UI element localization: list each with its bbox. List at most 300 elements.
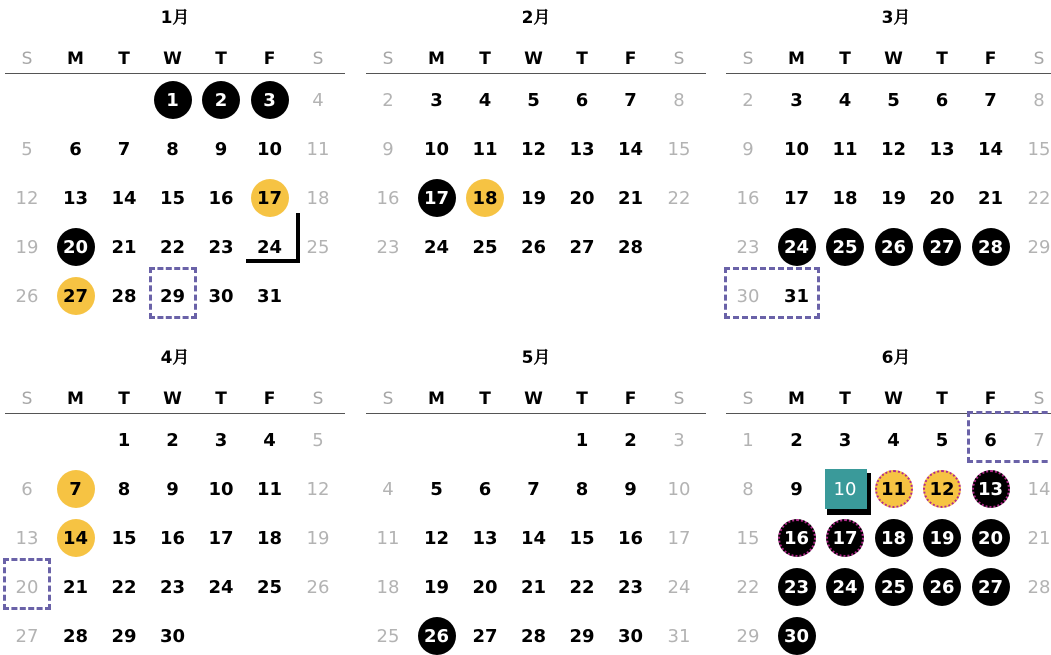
day-number: 22: [668, 188, 691, 209]
day-number: 27: [472, 626, 497, 647]
weekday-header-row: [726, 44, 1051, 74]
day-number: 31: [668, 626, 691, 647]
calendar-day[interactable]: [201, 82, 241, 118]
calendar-day[interactable]: [56, 278, 96, 314]
calendar-day[interactable]: [153, 618, 193, 654]
calendar-day[interactable]: [659, 131, 699, 167]
calendar-day[interactable]: [874, 180, 914, 216]
calendar-day[interactable]: [104, 520, 144, 556]
calendar-day[interactable]: [250, 569, 290, 605]
header-divider: [5, 413, 345, 414]
calendar-day[interactable]: [659, 520, 699, 556]
calendar-day[interactable]: [728, 229, 768, 265]
calendar-day[interactable]: [298, 229, 338, 265]
calendar-day[interactable]: [368, 131, 408, 167]
day-number: 3: [673, 430, 684, 451]
day-number: 16: [737, 188, 760, 209]
calendar-day[interactable]: [368, 229, 408, 265]
day-number: 8: [118, 479, 131, 500]
day-number: 14: [618, 139, 643, 160]
calendar-day[interactable]: [825, 471, 865, 507]
day-number: 13: [978, 479, 1003, 500]
calendar-day[interactable]: [368, 569, 408, 605]
day-number: 18: [472, 188, 497, 209]
day-number: 24: [257, 237, 282, 258]
weekday-header: T: [922, 384, 962, 414]
calendar-day[interactable]: [104, 180, 144, 216]
calendar-day[interactable]: [1019, 131, 1051, 167]
month-title: 4月: [5, 346, 345, 370]
weekday-header: T: [104, 384, 144, 414]
day-number: 1: [166, 90, 179, 111]
calendar-day[interactable]: [417, 131, 457, 167]
day-number: 22: [111, 577, 136, 598]
calendar-day[interactable]: [874, 569, 914, 605]
weekday-header: W: [514, 44, 554, 74]
day-number: 28: [111, 286, 136, 307]
calendar-day[interactable]: [659, 471, 699, 507]
calendar-day[interactable]: [659, 180, 699, 216]
day-number: 7: [527, 479, 540, 500]
calendar-day[interactable]: [562, 180, 602, 216]
calendar-day[interactable]: [298, 520, 338, 556]
day-number: 21: [618, 188, 643, 209]
calendar-day[interactable]: [922, 82, 962, 118]
weekday-header: T: [465, 44, 505, 74]
day-number: 16: [784, 528, 809, 549]
day-number: 27: [978, 577, 1003, 598]
calendar-day[interactable]: [611, 471, 651, 507]
calendar-day[interactable]: [56, 618, 96, 654]
weekday-header: T: [562, 44, 602, 74]
calendar-day[interactable]: [562, 422, 602, 458]
calendar-day[interactable]: [1019, 569, 1051, 605]
calendar-day[interactable]: [7, 520, 47, 556]
day-number: 22: [737, 577, 760, 598]
calendar-day[interactable]: [201, 471, 241, 507]
calendar-day[interactable]: [368, 471, 408, 507]
weekday-header: F: [971, 384, 1011, 414]
day-number: 23: [377, 237, 400, 258]
dashed-selection-outline: [149, 267, 197, 319]
weekday-header-row: [5, 384, 345, 414]
calendar-day[interactable]: [728, 131, 768, 167]
day-number: 27: [16, 626, 39, 647]
calendar-day[interactable]: [56, 131, 96, 167]
header-divider: [366, 73, 706, 74]
calendar-day[interactable]: [417, 618, 457, 654]
calendar-day[interactable]: [777, 471, 817, 507]
calendar-day[interactable]: [611, 131, 651, 167]
weekday-header: W: [874, 384, 914, 414]
calendar-day[interactable]: [56, 471, 96, 507]
calendar-day[interactable]: [874, 229, 914, 265]
day-number: 8: [166, 139, 179, 160]
calendar-day[interactable]: [611, 569, 651, 605]
day-number: 20: [472, 577, 497, 598]
calendar-day[interactable]: [825, 82, 865, 118]
calendar-day[interactable]: [104, 471, 144, 507]
day-number: 18: [257, 528, 282, 549]
day-number: 10: [208, 479, 233, 500]
weekday-header: M: [777, 44, 817, 74]
calendar-day[interactable]: [825, 422, 865, 458]
day-number: 30: [784, 626, 809, 647]
calendar-day[interactable]: [104, 131, 144, 167]
calendar-day[interactable]: [874, 131, 914, 167]
day-number: 26: [424, 626, 449, 647]
weekday-header: S: [728, 44, 768, 74]
calendar-day[interactable]: [201, 569, 241, 605]
day-number: 4: [839, 90, 852, 111]
day-number: 2: [215, 90, 228, 111]
calendar-day[interactable]: [777, 229, 817, 265]
day-number: 29: [737, 626, 760, 647]
weekday-header-row: [726, 384, 1051, 414]
day-number: 4: [887, 430, 900, 451]
weekday-header: S: [728, 384, 768, 414]
dashed-selection-outline: [724, 267, 820, 319]
calendar-day[interactable]: [56, 180, 96, 216]
calendar-day[interactable]: [728, 618, 768, 654]
weekday-header: S: [659, 44, 699, 74]
calendar-day[interactable]: [104, 422, 144, 458]
calendar-day[interactable]: [874, 82, 914, 118]
calendar-day[interactable]: [201, 229, 241, 265]
calendar-day[interactable]: [728, 180, 768, 216]
day-number: 9: [742, 139, 753, 160]
calendar-day[interactable]: [874, 422, 914, 458]
calendar-day[interactable]: [514, 520, 554, 556]
calendar-day[interactable]: [922, 229, 962, 265]
day-number: 14: [1028, 479, 1051, 500]
calendar-day[interactable]: [659, 422, 699, 458]
weekday-header: W: [153, 384, 193, 414]
calendar-day[interactable]: [7, 180, 47, 216]
calendar-day[interactable]: [874, 471, 914, 507]
day-number: 31: [784, 286, 809, 307]
calendar-day[interactable]: [562, 618, 602, 654]
calendar-day[interactable]: [728, 422, 768, 458]
calendar-day[interactable]: [298, 131, 338, 167]
calendar-day[interactable]: [250, 278, 290, 314]
weekday-header: F: [250, 44, 290, 74]
calendar-day[interactable]: [971, 229, 1011, 265]
day-number: 18: [832, 188, 857, 209]
calendar-day[interactable]: [201, 422, 241, 458]
weekday-header: S: [659, 384, 699, 414]
calendar-day[interactable]: [922, 180, 962, 216]
calendar-day[interactable]: [153, 82, 193, 118]
calendar-day[interactable]: [7, 229, 47, 265]
calendar-day[interactable]: [465, 569, 505, 605]
calendar-day[interactable]: [971, 471, 1011, 507]
day-number: 10: [257, 139, 282, 160]
calendar-day[interactable]: [922, 569, 962, 605]
day-number: 31: [257, 286, 282, 307]
day-number: 2: [624, 430, 637, 451]
day-number: 12: [929, 479, 954, 500]
day-number: 17: [257, 188, 282, 209]
weekday-header: T: [201, 384, 241, 414]
calendar-day[interactable]: [777, 422, 817, 458]
calendar-day[interactable]: [104, 618, 144, 654]
day-number: 13: [16, 528, 39, 549]
calendar-day[interactable]: [514, 471, 554, 507]
calendar-day[interactable]: [417, 569, 457, 605]
calendar-day[interactable]: [825, 131, 865, 167]
calendar-day[interactable]: [153, 229, 193, 265]
day-number: 21: [63, 577, 88, 598]
calendar-day[interactable]: [153, 520, 193, 556]
day-number: 24: [424, 237, 449, 258]
weekday-header: W: [153, 44, 193, 74]
calendar-day[interactable]: [298, 180, 338, 216]
day-number: 7: [984, 90, 997, 111]
calendar-day[interactable]: [104, 569, 144, 605]
day-number: 7: [118, 139, 131, 160]
calendar-day[interactable]: [777, 180, 817, 216]
calendar-day[interactable]: [777, 82, 817, 118]
month-panel: [366, 340, 706, 640]
day-number: 14: [521, 528, 546, 549]
day-number: 2: [382, 90, 393, 111]
calendar-day[interactable]: [971, 131, 1011, 167]
calendar-day[interactable]: [514, 82, 554, 118]
calendar-day[interactable]: [971, 520, 1011, 556]
calendar-day[interactable]: [201, 278, 241, 314]
calendar-day[interactable]: [298, 569, 338, 605]
day-number: 12: [521, 139, 546, 160]
day-number: 30: [737, 286, 760, 307]
day-number: 14: [111, 188, 136, 209]
calendar-day[interactable]: [417, 229, 457, 265]
calendar-day[interactable]: [201, 180, 241, 216]
day-number: 6: [984, 430, 997, 451]
calendar-day[interactable]: [777, 569, 817, 605]
calendar-day[interactable]: [465, 229, 505, 265]
day-number: 24: [668, 577, 691, 598]
day-number: 21: [1028, 528, 1051, 549]
day-number: 21: [521, 577, 546, 598]
day-number: 25: [307, 237, 330, 258]
calendar-day[interactable]: [922, 131, 962, 167]
calendar-day[interactable]: [825, 180, 865, 216]
calendar-day[interactable]: [825, 520, 865, 556]
calendar-day[interactable]: [659, 569, 699, 605]
calendar-day[interactable]: [728, 82, 768, 118]
day-number: 1: [118, 430, 131, 451]
calendar-day[interactable]: [153, 569, 193, 605]
day-number: 20: [16, 577, 39, 598]
calendar-day[interactable]: [250, 422, 290, 458]
calendar-day[interactable]: [777, 520, 817, 556]
calendar-day[interactable]: [514, 131, 554, 167]
day-number: 11: [257, 479, 282, 500]
calendar-day[interactable]: [153, 131, 193, 167]
calendar-day[interactable]: [514, 569, 554, 605]
calendar-day[interactable]: [250, 180, 290, 216]
calendar-day[interactable]: [971, 569, 1011, 605]
day-number: 10: [668, 479, 691, 500]
calendar-day[interactable]: [1019, 520, 1051, 556]
calendar-day[interactable]: [298, 82, 338, 118]
calendar-day[interactable]: [728, 471, 768, 507]
calendar-day[interactable]: [298, 471, 338, 507]
calendar-day[interactable]: [298, 422, 338, 458]
day-number: 20: [569, 188, 594, 209]
day-number: 3: [215, 430, 228, 451]
calendar-day[interactable]: [250, 471, 290, 507]
calendar-day[interactable]: [611, 229, 651, 265]
day-number: 26: [521, 237, 546, 258]
calendar-day[interactable]: [777, 618, 817, 654]
day-number: 15: [111, 528, 136, 549]
calendar-day[interactable]: [562, 229, 602, 265]
day-number: 7: [69, 479, 82, 500]
calendar-day[interactable]: [104, 229, 144, 265]
day-number: 6: [21, 479, 32, 500]
calendar-day[interactable]: [7, 471, 47, 507]
weekday-header: F: [611, 44, 651, 74]
calendar-day[interactable]: [1019, 180, 1051, 216]
calendar-day[interactable]: [611, 520, 651, 556]
range-end-corner-vertical: [296, 213, 300, 263]
calendar-day[interactable]: [562, 82, 602, 118]
calendar-day[interactable]: [465, 618, 505, 654]
day-number: 2: [166, 430, 179, 451]
calendar-day[interactable]: [659, 82, 699, 118]
calendar-day[interactable]: [514, 229, 554, 265]
calendar-day[interactable]: [368, 82, 408, 118]
day-number: 8: [673, 90, 684, 111]
calendar-day[interactable]: [56, 569, 96, 605]
weekday-header: S: [7, 384, 47, 414]
weekday-header: T: [104, 44, 144, 74]
calendar-day[interactable]: [417, 180, 457, 216]
calendar-day[interactable]: [562, 131, 602, 167]
calendar-day[interactable]: [611, 618, 651, 654]
calendar-day[interactable]: [7, 131, 47, 167]
day-number: 10: [834, 479, 857, 500]
day-number: 30: [618, 626, 643, 647]
calendar-day[interactable]: [153, 471, 193, 507]
calendar-day[interactable]: [201, 131, 241, 167]
calendar-day[interactable]: [465, 131, 505, 167]
day-number: 4: [312, 90, 323, 111]
calendar-day[interactable]: [514, 180, 554, 216]
weekday-header: W: [874, 44, 914, 74]
calendar-day[interactable]: [777, 131, 817, 167]
calendar-day[interactable]: [728, 569, 768, 605]
calendar-day[interactable]: [368, 180, 408, 216]
day-number: 22: [1028, 188, 1051, 209]
calendar-day[interactable]: [922, 422, 962, 458]
day-number: 25: [881, 577, 906, 598]
day-number: 11: [881, 479, 906, 500]
calendar-day[interactable]: [514, 618, 554, 654]
calendar-day[interactable]: [611, 422, 651, 458]
calendar-day[interactable]: [611, 180, 651, 216]
day-number: 27: [929, 237, 954, 258]
day-number: 7: [1033, 430, 1044, 451]
calendar-day[interactable]: [465, 471, 505, 507]
day-number: 6: [936, 90, 949, 111]
day-number: 2: [790, 430, 803, 451]
calendar-day[interactable]: [153, 422, 193, 458]
calendar-day[interactable]: [250, 82, 290, 118]
dashed-selection-outline: [3, 558, 51, 610]
calendar-day[interactable]: [659, 618, 699, 654]
calendar-day[interactable]: [153, 180, 193, 216]
calendar-day[interactable]: [922, 520, 962, 556]
calendar-day[interactable]: [417, 471, 457, 507]
calendar-day[interactable]: [104, 278, 144, 314]
calendar-day[interactable]: [562, 471, 602, 507]
calendar-day[interactable]: [250, 520, 290, 556]
day-number: 18: [307, 188, 330, 209]
calendar-day[interactable]: [825, 229, 865, 265]
calendar-day[interactable]: [368, 520, 408, 556]
calendar-day[interactable]: [56, 520, 96, 556]
calendar-day[interactable]: [728, 520, 768, 556]
calendar-day[interactable]: [368, 618, 408, 654]
calendar-day[interactable]: [1019, 229, 1051, 265]
calendar-day[interactable]: [1019, 471, 1051, 507]
day-number: 3: [263, 90, 276, 111]
calendar-day[interactable]: [825, 569, 865, 605]
day-number: 15: [737, 528, 760, 549]
calendar-day[interactable]: [465, 520, 505, 556]
calendar-day[interactable]: [7, 278, 47, 314]
calendar-day[interactable]: [417, 82, 457, 118]
calendar-day[interactable]: [922, 471, 962, 507]
calendar-day[interactable]: [1019, 82, 1051, 118]
calendar-day[interactable]: [562, 520, 602, 556]
weekday-header: S: [1019, 44, 1051, 74]
day-number: 11: [377, 528, 400, 549]
day-number: 15: [668, 139, 691, 160]
day-number: 25: [377, 626, 400, 647]
day-number: 5: [430, 479, 443, 500]
calendar-day[interactable]: [250, 131, 290, 167]
day-number: 19: [521, 188, 546, 209]
calendar-day[interactable]: [971, 180, 1011, 216]
day-number: 26: [881, 237, 906, 258]
calendar-day[interactable]: [971, 82, 1011, 118]
calendar-day[interactable]: [611, 82, 651, 118]
calendar-day[interactable]: [874, 520, 914, 556]
day-number: 16: [377, 188, 400, 209]
calendar-day[interactable]: [465, 82, 505, 118]
day-number: 5: [527, 90, 540, 111]
day-number: 30: [160, 626, 185, 647]
day-number: 16: [160, 528, 185, 549]
day-number: 5: [936, 430, 949, 451]
calendar-day[interactable]: [201, 520, 241, 556]
calendar-day[interactable]: [562, 569, 602, 605]
day-number: 17: [832, 528, 857, 549]
calendar-day[interactable]: [7, 618, 47, 654]
month-title: 2月: [366, 6, 706, 30]
calendar-day[interactable]: [56, 229, 96, 265]
calendar-day[interactable]: [417, 520, 457, 556]
day-number: 4: [263, 430, 276, 451]
month-panel: [366, 0, 706, 300]
weekday-header: M: [56, 44, 96, 74]
calendar-day[interactable]: [465, 180, 505, 216]
day-number: 13: [929, 139, 954, 160]
